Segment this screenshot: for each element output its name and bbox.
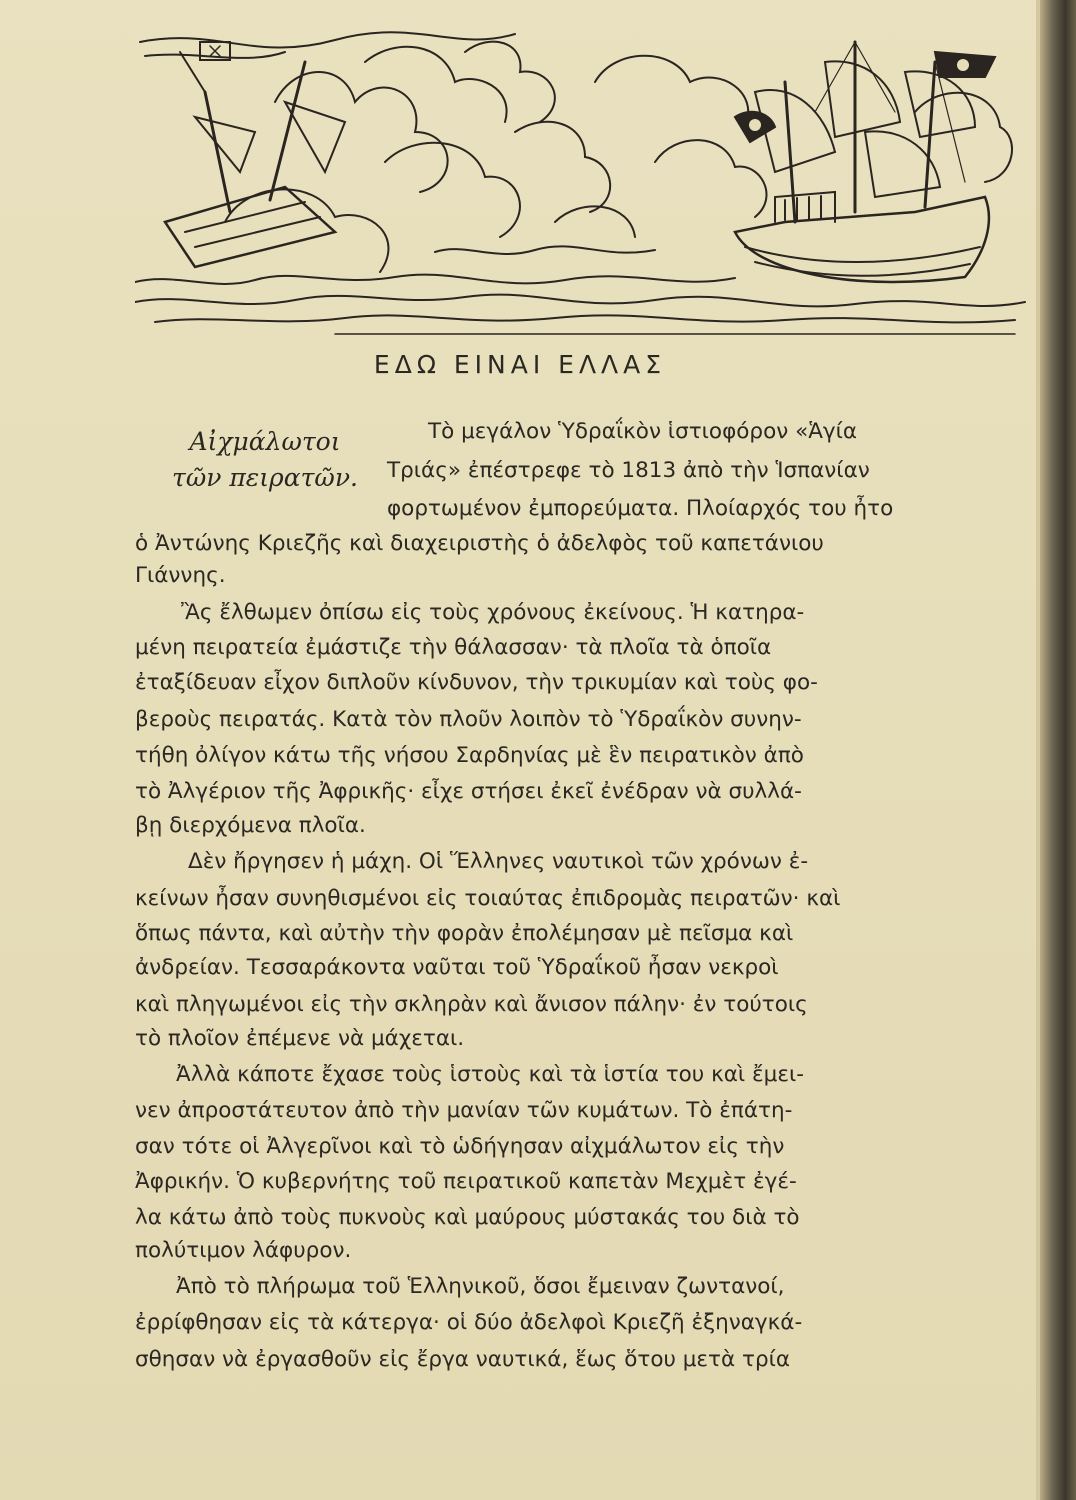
text-line: καὶ πληγωμένοι εἰς τὴν σκληρὰν καὶ ἄνισον πάλην· ἐν τούτοις — [135, 992, 808, 1017]
text-line: τὸ Ἀλγέριον τῆς Ἀφρικῆς· εἶχε στήσει ἐκεῖ ἐνέδραν νὰ συλλά- — [135, 779, 802, 804]
text-line: Ἀφρικήν. Ὁ κυβερνήτης τοῦ πειρατικοῦ καπετὰν Μεχμὲτ ἐγέ- — [135, 1169, 797, 1194]
book-spine — [1040, 0, 1076, 1500]
text-line: σθησαν νὰ ἐργασθοῦν εἰς ἔργα ναυτικά, ἕως ὅτου μετὰ τρία — [135, 1347, 791, 1372]
text-line: ἐρρίφθησαν εἰς τὰ κάτεργα· οἱ δύο ἀδελφοὶ Κριεζῆ ἐξηναγκά- — [135, 1310, 803, 1335]
side-heading — [145, 424, 385, 496]
text-line: Τριάς» ἐπέστρεφε τὸ 1813 ἀπὸ τὴν Ἱσπανίαν — [387, 458, 870, 483]
text-line: νεν ἀπροστάτευτον ἀπὸ τὴν μανίαν τῶν κυμάτων. Τὸ ἐπάτη- — [135, 1098, 793, 1123]
text-line: Ἀπὸ τὸ πλήρωμα τοῦ Ἑλληνικοῦ, ὅσοι ἔμειναν ζωντανοί, — [176, 1274, 785, 1299]
side-heading-line-1: Αἰχμάλωτοι — [189, 427, 341, 456]
text-line: κείνων ἦσαν συνηθισμένοι εἰς τοιαύτας ἐπιδρομὰς πειρατῶν· καὶ — [135, 886, 841, 911]
text-line: ὅπως πάντα, καὶ αὐτὴν τὴν φορὰν ἐπολέμησαν μὲ πεῖσμα καὶ — [135, 921, 794, 946]
page-title: ΕΔΩ ΕΙΝΑΙ ΕΛΛΑΣ — [373, 350, 667, 379]
text-line: μένη πειρατεία ἐμάστιζε τὴν θάλασσαν· τὰ πλοῖα τὰ ὁποῖα — [135, 635, 772, 660]
text-line: ἐταξίδευαν εἶχον διπλοῦν κίνδυνον, τὴν τρικυμίαν καὶ τοὺς φο- — [135, 670, 818, 695]
text-line: Γιάννης. — [135, 563, 226, 588]
text-line: σαν τότε οἱ Ἀλγερῖνοι καὶ τὸ ὡδήγησαν αἰχμάλωτον εἰς τὴν — [135, 1134, 785, 1159]
text-line: ὁ Ἀντώνης Κριεζῆς καὶ διαχειριστὴς ὁ ἀδελφὸς τοῦ καπετάνιου — [135, 531, 824, 556]
text-line: Τὸ μεγάλον Ὑδραΐκὸν ἱστιοφόρον «Ἁγία — [428, 419, 858, 444]
text-line: λα κάτω ἀπὸ τοὺς πυκνοὺς καὶ μαύρους μύστακάς του διὰ τὸ — [135, 1205, 800, 1230]
pirate-ships-battle-illustration — [135, 22, 1030, 340]
text-line: Δὲν ἤργησεν ἡ μάχη. Οἱ Ἕλληνες ναυτικοὶ τῶν χρόνων ἐ- — [188, 849, 809, 874]
text-line: τὸ πλοῖον ἐπέμενε νὰ μάχεται. — [135, 1026, 465, 1051]
text-line: Ἂς ἔλθωμεν ὀπίσω εἰς τοὺς χρόνους ἐκείνους. Ἡ κατηρα- — [181, 600, 805, 625]
text-line: βεροὺς πειρατάς. Κατὰ τὸν πλοῦν λοιπὸν τὸ Ὑδραΐκὸν συνην- — [135, 707, 802, 732]
text-line: φορτωμένον ἐμπορεύματα. Πλοίαρχός του ἦτο — [387, 496, 894, 521]
text-line: βῃ διερχόμενα πλοῖα. — [135, 813, 366, 838]
side-heading-line-2: τῶν πειρατῶν. — [172, 463, 358, 492]
text-line: ἀνδρείαν. Τεσσαράκοντα ναῦται τοῦ Ὑδραΐκοῦ ἦσαν νεκροὶ — [135, 955, 779, 980]
text-line: Ἀλλὰ κάποτε ἔχασε τοὺς ἱστοὺς καὶ τὰ ἱστία του καὶ ἔμει- — [176, 1062, 804, 1087]
text-line: πολύτιμον λάφυρον. — [135, 1238, 352, 1263]
text-line: τήθη ὀλίγον κάτω τῆς νήσου Σαρδηνίας μὲ ἓν πειρατικὸν ἀπὸ — [135, 743, 804, 768]
